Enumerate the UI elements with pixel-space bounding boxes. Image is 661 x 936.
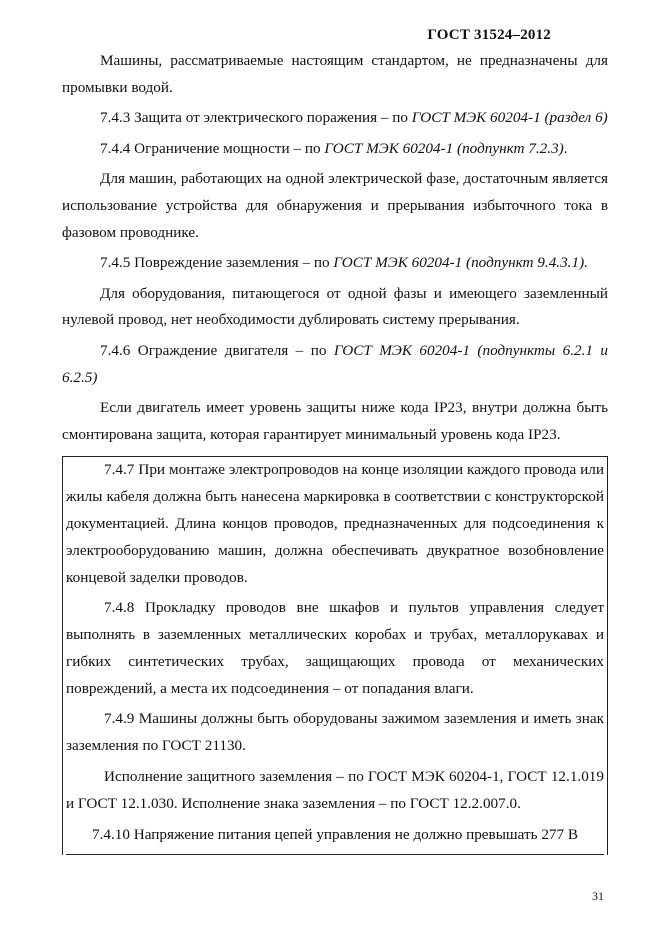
- paragraph-grounded-neutral: [62, 281, 608, 334]
- paragraph-7-4-10: [66, 822, 604, 849]
- paragraph-text: 7.4.5 Повреждение заземления – по: [100, 254, 334, 272]
- paragraph-7-4-9: [66, 706, 604, 760]
- paragraph-tail: .: [563, 139, 568, 157]
- paragraph-grounding-execution: [66, 764, 604, 818]
- paragraph-text: Машины, рассматриваемые настоящим стандартом, не предназначены для промывки водой.: [62, 52, 608, 96]
- paragraph-text: 7.4.9 Машины должны быть оборудованы зажимом заземления и иметь знак заземления по ГОСТ 21130.: [66, 710, 604, 755]
- document-header: ГОСТ 31524–2012: [427, 27, 551, 43]
- paragraph-text: 7.4.3 Защита от электрического поражения – по: [100, 109, 412, 127]
- paragraph-text: 7.4.10 Напряжение питания цепей управления не должно превышать 277 В: [92, 825, 579, 843]
- box-bottom-border: [66, 852, 604, 855]
- standard-reference: ГОСТ МЭК 60204-1 (подпункт 7.2.3): [324, 139, 564, 157]
- paragraph-7-4-3: [62, 105, 608, 132]
- paragraph-text: 7.4.4 Ограничение мощности – по: [100, 139, 325, 157]
- paragraph-text: Исполнение защитного заземления – по ГОСТ МЭК 60204-1, ГОСТ 12.1.019 и ГОСТ 12.1.030. Исполнение знака заземления – по ГОСТ 12.2.007.0.: [66, 768, 604, 812]
- paragraph-text: 7.4.8 Прокладку проводов вне шкафов и пультов управления следует выполнять в заземленных металлических коробах и трубах, металлорукавах и гибких синтетических трубах, защищающих провода от механических повреждений, а места их подсоединения – от попадания влаги.: [66, 599, 604, 697]
- paragraph-intro: [62, 48, 608, 101]
- paragraph-text: 7.4.6 Ограждение двигателя – по: [100, 341, 334, 359]
- paragraph-text: Для оборудования, питающегося от одной фазы и имеющего заземленный нулевой провод, нет необходимости дублировать систему прерывания.: [62, 284, 608, 329]
- paragraph-text: Для машин, работающих на одной электрической фазе, достаточным является использование устройства для обнаружения и прерывания избыточного тока в фазовом проводнике.: [62, 170, 608, 241]
- paragraph-7-4-4: [62, 136, 608, 163]
- paragraph-7-4-7: [66, 457, 604, 591]
- standard-reference: ГОСТ МЭК 60204-1 (раздел 6): [411, 109, 608, 127]
- standard-reference: ГОСТ МЭК 60204-1 (подпункты 6.2.1 и 6.2.5): [62, 341, 608, 386]
- paragraph-7-4-6: [62, 338, 608, 391]
- paragraph-text: 7.4.7 При монтаже электропроводов на конце изоляции каждого провода или жилы кабеля должна быть нанесена маркировка в соответствии с конструкторской документацией. Длина концов проводов, предназначенных для подсоединения к электрооборудованию машин, должна обеспечивать двукратное возобновление концевой заделки проводов.: [66, 461, 604, 586]
- standard-reference: ГОСТ МЭК 60204-1 (подпункт 9.4.3.1).: [333, 254, 588, 272]
- paragraph-single-phase: [62, 166, 608, 246]
- page-number: 31: [592, 889, 604, 903]
- page-body: [62, 48, 608, 855]
- paragraph-ip23: [62, 395, 608, 448]
- paragraph-7-4-8: [66, 595, 604, 702]
- paragraph-text: Если двигатель имеет уровень защиты ниже кода IP23, внутри должна быть смонтирована защита, которая гарантирует минимальный уровень кода IP23.: [62, 399, 608, 443]
- change-marked-section: [62, 456, 608, 855]
- paragraph-7-4-5: [62, 250, 608, 277]
